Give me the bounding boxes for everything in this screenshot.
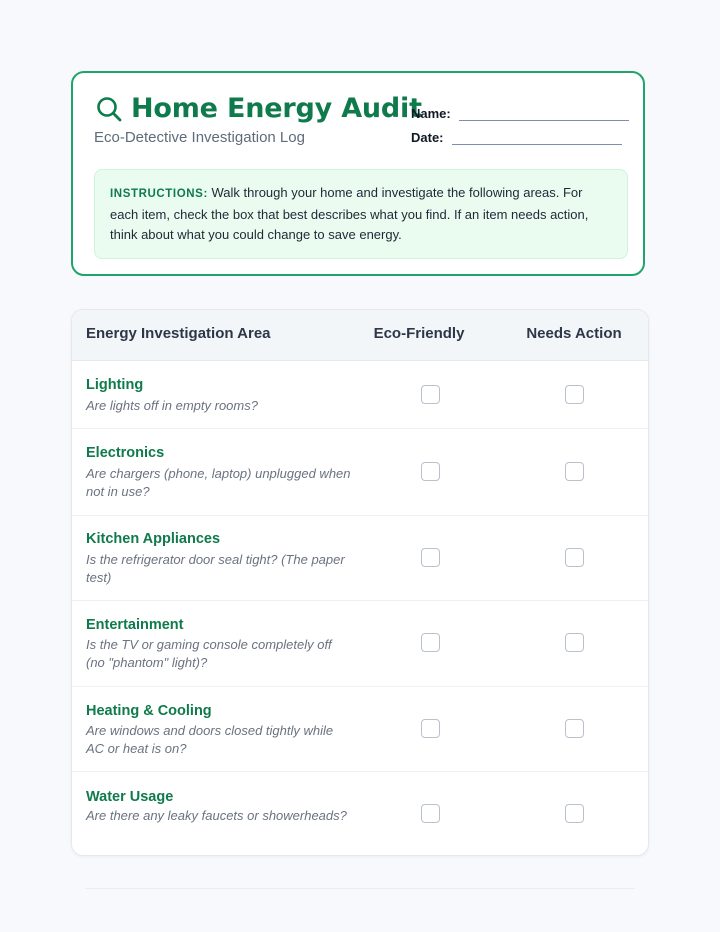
name-field[interactable] bbox=[459, 106, 629, 121]
page-title: Home Energy Audit bbox=[131, 93, 422, 124]
item-question: Is the TV or gaming console completely off (no "phantom" light)? bbox=[86, 637, 332, 670]
item-title: Entertainment bbox=[86, 617, 184, 633]
table-row bbox=[72, 687, 648, 772]
table-row bbox=[72, 601, 648, 687]
instructions-text: Walk through your home and investigate the following areas. For each item, check the box that best describes what you find. If an item needs action, think about what you could change to save energy. bbox=[110, 185, 589, 242]
page-subtitle: Eco-Detective Investigation Log bbox=[94, 129, 305, 146]
eco-friendly-checkbox[interactable] bbox=[421, 462, 440, 481]
table-row bbox=[72, 516, 648, 601]
column-header-needs-action: Needs Action bbox=[526, 325, 622, 342]
table-body bbox=[72, 361, 648, 856]
item-title: Water Usage bbox=[86, 789, 174, 805]
needs-action-checkbox[interactable] bbox=[565, 633, 584, 652]
eco-friendly-checkbox[interactable] bbox=[421, 548, 440, 567]
needs-action-checkbox[interactable] bbox=[565, 719, 584, 738]
needs-action-checkbox[interactable] bbox=[565, 462, 584, 481]
column-header-area: Energy Investigation Area bbox=[86, 325, 271, 342]
item-question: Are there any leaky faucets or showerheads? bbox=[86, 808, 347, 823]
eco-friendly-checkbox[interactable] bbox=[421, 804, 440, 823]
needs-action-checkbox[interactable] bbox=[565, 548, 584, 567]
item-question: Are windows and doors closed tightly while AC or heat is on? bbox=[86, 723, 334, 756]
eco-friendly-checkbox[interactable] bbox=[421, 633, 440, 652]
search-icon bbox=[95, 95, 123, 123]
instructions-box bbox=[94, 169, 628, 259]
date-field[interactable] bbox=[452, 130, 622, 145]
needs-action-checkbox[interactable] bbox=[565, 804, 584, 823]
item-question: Are chargers (phone, laptop) unplugged when not in use? bbox=[86, 466, 351, 499]
table-row bbox=[72, 772, 648, 856]
item-question: Are lights off in empty rooms? bbox=[86, 398, 258, 413]
date-row bbox=[411, 121, 629, 145]
title-row bbox=[95, 93, 422, 124]
table-row bbox=[72, 429, 648, 516]
header-card bbox=[71, 71, 645, 276]
item-title: Heating & Cooling bbox=[86, 703, 212, 719]
item-title: Electronics bbox=[86, 445, 165, 461]
item-question: Is the refrigerator door seal tight? (The paper test) bbox=[86, 552, 345, 585]
footer-divider bbox=[85, 888, 635, 889]
name-label: Name: bbox=[411, 106, 451, 121]
column-header-eco-friendly: Eco-Friendly bbox=[373, 325, 465, 342]
needs-action-checkbox[interactable] bbox=[565, 385, 584, 404]
table-header bbox=[72, 310, 648, 361]
date-label: Date: bbox=[411, 130, 444, 145]
audit-table bbox=[71, 309, 649, 856]
table-row bbox=[72, 361, 648, 429]
name-date-fields bbox=[411, 97, 629, 145]
instructions-label: INSTRUCTIONS: bbox=[110, 188, 208, 200]
item-title: Lighting bbox=[86, 377, 144, 393]
eco-friendly-checkbox[interactable] bbox=[421, 385, 440, 404]
eco-friendly-checkbox[interactable] bbox=[421, 719, 440, 738]
item-title: Kitchen Appliances bbox=[86, 531, 221, 547]
name-row bbox=[411, 97, 629, 121]
